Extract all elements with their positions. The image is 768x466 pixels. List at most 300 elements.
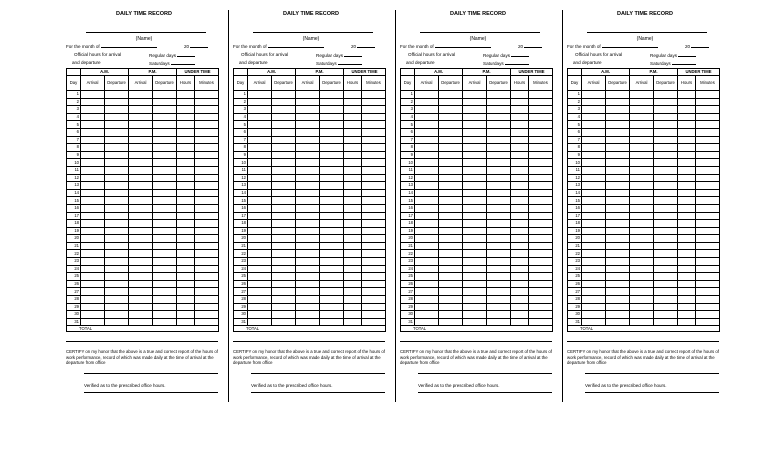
am-departure-cell[interactable] <box>272 121 296 129</box>
pm-arrival-cell[interactable] <box>630 174 654 182</box>
am-arrival-cell[interactable] <box>415 166 439 174</box>
undertime-minutes-cell[interactable] <box>696 121 720 129</box>
am-departure-cell[interactable] <box>105 235 129 243</box>
undertime-minutes-cell[interactable] <box>529 166 553 174</box>
undertime-minutes-cell[interactable] <box>362 121 386 129</box>
am-arrival-cell[interactable] <box>81 106 105 114</box>
am-departure-cell[interactable] <box>272 212 296 220</box>
am-departure-cell[interactable] <box>272 280 296 288</box>
month-field[interactable] <box>66 43 157 49</box>
pm-arrival-cell[interactable] <box>129 227 153 235</box>
undertime-hours-cell[interactable] <box>678 144 696 152</box>
pm-departure-cell[interactable] <box>320 166 344 174</box>
am-arrival-cell[interactable] <box>415 220 439 228</box>
undertime-hours-cell[interactable] <box>177 144 195 152</box>
am-departure-cell[interactable] <box>272 311 296 319</box>
undertime-hours-cell[interactable] <box>344 91 362 99</box>
undertime-hours-cell[interactable] <box>511 311 529 319</box>
am-departure-cell[interactable] <box>272 189 296 197</box>
pm-departure-cell[interactable] <box>654 136 678 144</box>
undertime-minutes-cell[interactable] <box>529 182 553 190</box>
undertime-hours-cell[interactable] <box>511 91 529 99</box>
undertime-minutes-cell[interactable] <box>529 159 553 167</box>
name-field-line[interactable] <box>86 32 206 33</box>
pm-arrival-cell[interactable] <box>129 182 153 190</box>
pm-arrival-cell[interactable] <box>630 144 654 152</box>
undertime-minutes-cell[interactable] <box>696 91 720 99</box>
am-arrival-cell[interactable] <box>415 227 439 235</box>
am-departure-cell[interactable] <box>272 174 296 182</box>
undertime-minutes-cell[interactable] <box>362 227 386 235</box>
am-arrival-cell[interactable] <box>81 204 105 212</box>
pm-arrival-cell[interactable] <box>296 242 320 250</box>
undertime-hours-cell[interactable] <box>344 106 362 114</box>
pm-departure-cell[interactable] <box>654 174 678 182</box>
employee-signature-line[interactable] <box>251 373 385 374</box>
pm-arrival-cell[interactable] <box>296 121 320 129</box>
am-departure-cell[interactable] <box>606 121 630 129</box>
undertime-minutes-cell[interactable] <box>195 280 219 288</box>
pm-departure-cell[interactable] <box>487 288 511 296</box>
pm-departure-cell[interactable] <box>654 182 678 190</box>
undertime-hours-cell[interactable] <box>177 220 195 228</box>
undertime-minutes-cell[interactable] <box>362 197 386 205</box>
undertime-hours-cell[interactable] <box>344 280 362 288</box>
am-arrival-cell[interactable] <box>248 250 272 258</box>
pm-arrival-cell[interactable] <box>296 258 320 266</box>
am-departure-cell[interactable] <box>105 136 129 144</box>
am-departure-cell[interactable] <box>606 166 630 174</box>
undertime-minutes-cell[interactable] <box>362 189 386 197</box>
undertime-minutes-cell[interactable] <box>696 296 720 304</box>
am-departure-cell[interactable] <box>105 189 129 197</box>
undertime-hours-cell[interactable] <box>678 189 696 197</box>
am-arrival-cell[interactable] <box>81 242 105 250</box>
pm-arrival-cell[interactable] <box>296 189 320 197</box>
undertime-hours-cell[interactable] <box>678 288 696 296</box>
am-arrival-cell[interactable] <box>582 288 606 296</box>
am-departure-cell[interactable] <box>439 113 463 121</box>
employee-signature-line[interactable] <box>585 373 719 374</box>
undertime-minutes-cell[interactable] <box>195 212 219 220</box>
pm-arrival-cell[interactable] <box>463 159 487 167</box>
pm-arrival-cell[interactable] <box>463 212 487 220</box>
undertime-minutes-cell[interactable] <box>696 189 720 197</box>
pm-departure-cell[interactable] <box>487 258 511 266</box>
am-arrival-cell[interactable] <box>248 212 272 220</box>
am-departure-cell[interactable] <box>439 189 463 197</box>
undertime-minutes-cell[interactable] <box>696 166 720 174</box>
undertime-minutes-cell[interactable] <box>195 113 219 121</box>
am-arrival-cell[interactable] <box>582 128 606 136</box>
am-departure-cell[interactable] <box>606 174 630 182</box>
pm-arrival-cell[interactable] <box>296 91 320 99</box>
undertime-minutes-cell[interactable] <box>362 182 386 190</box>
am-departure-cell[interactable] <box>606 204 630 212</box>
pm-departure-cell[interactable] <box>320 182 344 190</box>
pm-departure-cell[interactable] <box>487 220 511 228</box>
am-arrival-cell[interactable] <box>415 265 439 273</box>
pm-departure-cell[interactable] <box>487 151 511 159</box>
undertime-minutes-cell[interactable] <box>195 311 219 319</box>
am-departure-cell[interactable] <box>606 91 630 99</box>
undertime-minutes-cell[interactable] <box>696 242 720 250</box>
am-arrival-cell[interactable] <box>415 296 439 304</box>
am-arrival-cell[interactable] <box>415 250 439 258</box>
am-arrival-cell[interactable] <box>248 159 272 167</box>
undertime-hours-cell[interactable] <box>344 265 362 273</box>
undertime-hours-cell[interactable] <box>678 159 696 167</box>
am-arrival-cell[interactable] <box>81 159 105 167</box>
undertime-hours-cell[interactable] <box>678 174 696 182</box>
undertime-hours-cell[interactable] <box>678 204 696 212</box>
pm-departure-cell[interactable] <box>654 220 678 228</box>
pm-arrival-cell[interactable] <box>630 265 654 273</box>
pm-arrival-cell[interactable] <box>296 166 320 174</box>
undertime-hours-cell[interactable] <box>344 311 362 319</box>
undertime-hours-cell[interactable] <box>511 265 529 273</box>
pm-arrival-cell[interactable] <box>463 106 487 114</box>
month-field[interactable] <box>400 43 491 49</box>
am-departure-cell[interactable] <box>606 197 630 205</box>
pm-arrival-cell[interactable] <box>296 273 320 281</box>
am-departure-cell[interactable] <box>272 159 296 167</box>
pm-arrival-cell[interactable] <box>630 296 654 304</box>
pm-arrival-cell[interactable] <box>630 128 654 136</box>
supervisor-signature-line[interactable] <box>84 392 218 393</box>
undertime-hours-cell[interactable] <box>511 204 529 212</box>
undertime-minutes-cell[interactable] <box>362 250 386 258</box>
am-departure-cell[interactable] <box>606 128 630 136</box>
am-arrival-cell[interactable] <box>415 144 439 152</box>
pm-arrival-cell[interactable] <box>129 296 153 304</box>
undertime-hours-cell[interactable] <box>344 128 362 136</box>
am-departure-cell[interactable] <box>272 227 296 235</box>
pm-departure-cell[interactable] <box>320 250 344 258</box>
am-departure-cell[interactable] <box>272 235 296 243</box>
pm-arrival-cell[interactable] <box>463 128 487 136</box>
am-departure-cell[interactable] <box>105 98 129 106</box>
am-arrival-cell[interactable] <box>582 296 606 304</box>
am-arrival-cell[interactable] <box>415 303 439 311</box>
pm-arrival-cell[interactable] <box>296 318 320 326</box>
pm-departure-cell[interactable] <box>153 296 177 304</box>
undertime-hours-cell[interactable] <box>511 318 529 326</box>
am-departure-cell[interactable] <box>606 144 630 152</box>
am-arrival-cell[interactable] <box>248 204 272 212</box>
pm-departure-cell[interactable] <box>654 273 678 281</box>
undertime-minutes-cell[interactable] <box>529 235 553 243</box>
undertime-hours-cell[interactable] <box>678 242 696 250</box>
pm-arrival-cell[interactable] <box>463 113 487 121</box>
pm-arrival-cell[interactable] <box>630 288 654 296</box>
pm-departure-cell[interactable] <box>654 189 678 197</box>
am-arrival-cell[interactable] <box>582 273 606 281</box>
pm-departure-cell[interactable] <box>487 318 511 326</box>
am-departure-cell[interactable] <box>439 303 463 311</box>
pm-departure-cell[interactable] <box>153 280 177 288</box>
employee-signature-line[interactable] <box>418 373 552 374</box>
am-arrival-cell[interactable] <box>415 288 439 296</box>
am-departure-cell[interactable] <box>439 121 463 129</box>
undertime-hours-cell[interactable] <box>678 227 696 235</box>
undertime-hours-cell[interactable] <box>344 144 362 152</box>
am-departure-cell[interactable] <box>105 227 129 235</box>
pm-departure-cell[interactable] <box>654 296 678 304</box>
am-departure-cell[interactable] <box>439 265 463 273</box>
pm-departure-cell[interactable] <box>320 204 344 212</box>
pm-departure-cell[interactable] <box>153 250 177 258</box>
am-departure-cell[interactable] <box>105 265 129 273</box>
am-arrival-cell[interactable] <box>582 98 606 106</box>
pm-departure-cell[interactable] <box>320 227 344 235</box>
pm-departure-cell[interactable] <box>487 212 511 220</box>
am-arrival-cell[interactable] <box>582 197 606 205</box>
pm-departure-cell[interactable] <box>487 182 511 190</box>
am-departure-cell[interactable] <box>105 91 129 99</box>
am-arrival-cell[interactable] <box>582 144 606 152</box>
pm-arrival-cell[interactable] <box>630 235 654 243</box>
undertime-hours-cell[interactable] <box>678 106 696 114</box>
pm-arrival-cell[interactable] <box>129 128 153 136</box>
pm-arrival-cell[interactable] <box>463 265 487 273</box>
pm-arrival-cell[interactable] <box>630 250 654 258</box>
am-departure-cell[interactable] <box>105 166 129 174</box>
undertime-hours-cell[interactable] <box>511 128 529 136</box>
undertime-hours-cell[interactable] <box>177 204 195 212</box>
am-departure-cell[interactable] <box>439 197 463 205</box>
pm-arrival-cell[interactable] <box>129 159 153 167</box>
pm-arrival-cell[interactable] <box>129 98 153 106</box>
pm-departure-cell[interactable] <box>153 151 177 159</box>
undertime-minutes-cell[interactable] <box>362 151 386 159</box>
undertime-hours-cell[interactable] <box>344 151 362 159</box>
undertime-minutes-cell[interactable] <box>696 174 720 182</box>
am-arrival-cell[interactable] <box>248 136 272 144</box>
undertime-hours-cell[interactable] <box>344 174 362 182</box>
pm-arrival-cell[interactable] <box>630 106 654 114</box>
undertime-hours-cell[interactable] <box>511 235 529 243</box>
am-arrival-cell[interactable] <box>248 258 272 266</box>
pm-arrival-cell[interactable] <box>463 250 487 258</box>
am-departure-cell[interactable] <box>105 174 129 182</box>
am-departure-cell[interactable] <box>272 151 296 159</box>
pm-departure-cell[interactable] <box>487 280 511 288</box>
am-arrival-cell[interactable] <box>415 258 439 266</box>
pm-departure-cell[interactable] <box>320 91 344 99</box>
am-departure-cell[interactable] <box>105 106 129 114</box>
undertime-minutes-cell[interactable] <box>362 311 386 319</box>
pm-arrival-cell[interactable] <box>630 189 654 197</box>
am-arrival-cell[interactable] <box>582 204 606 212</box>
pm-arrival-cell[interactable] <box>129 220 153 228</box>
undertime-minutes-cell[interactable] <box>529 212 553 220</box>
am-departure-cell[interactable] <box>272 128 296 136</box>
pm-departure-cell[interactable] <box>487 121 511 129</box>
undertime-hours-cell[interactable] <box>177 303 195 311</box>
undertime-minutes-cell[interactable] <box>195 235 219 243</box>
am-departure-cell[interactable] <box>439 91 463 99</box>
undertime-minutes-cell[interactable] <box>529 227 553 235</box>
pm-arrival-cell[interactable] <box>463 136 487 144</box>
pm-arrival-cell[interactable] <box>129 113 153 121</box>
pm-arrival-cell[interactable] <box>463 227 487 235</box>
year-field[interactable] <box>184 43 208 49</box>
month-field[interactable] <box>567 43 658 49</box>
undertime-minutes-cell[interactable] <box>195 182 219 190</box>
pm-arrival-cell[interactable] <box>463 166 487 174</box>
pm-arrival-cell[interactable] <box>630 204 654 212</box>
pm-departure-cell[interactable] <box>487 311 511 319</box>
pm-arrival-cell[interactable] <box>463 91 487 99</box>
undertime-minutes-cell[interactable] <box>529 174 553 182</box>
am-arrival-cell[interactable] <box>248 296 272 304</box>
am-arrival-cell[interactable] <box>248 318 272 326</box>
undertime-minutes-cell[interactable] <box>195 220 219 228</box>
am-departure-cell[interactable] <box>105 250 129 258</box>
pm-departure-cell[interactable] <box>487 242 511 250</box>
pm-arrival-cell[interactable] <box>463 318 487 326</box>
pm-arrival-cell[interactable] <box>129 166 153 174</box>
pm-arrival-cell[interactable] <box>129 189 153 197</box>
am-arrival-cell[interactable] <box>248 144 272 152</box>
undertime-hours-cell[interactable] <box>511 189 529 197</box>
am-arrival-cell[interactable] <box>248 106 272 114</box>
pm-arrival-cell[interactable] <box>630 220 654 228</box>
pm-arrival-cell[interactable] <box>129 258 153 266</box>
pm-departure-cell[interactable] <box>654 311 678 319</box>
undertime-minutes-cell[interactable] <box>195 250 219 258</box>
am-arrival-cell[interactable] <box>582 182 606 190</box>
am-departure-cell[interactable] <box>272 318 296 326</box>
pm-departure-cell[interactable] <box>654 204 678 212</box>
undertime-minutes-cell[interactable] <box>529 250 553 258</box>
undertime-hours-cell[interactable] <box>678 311 696 319</box>
undertime-hours-cell[interactable] <box>344 166 362 174</box>
pm-departure-cell[interactable] <box>153 113 177 121</box>
pm-departure-cell[interactable] <box>320 288 344 296</box>
am-arrival-cell[interactable] <box>248 242 272 250</box>
am-departure-cell[interactable] <box>272 273 296 281</box>
pm-arrival-cell[interactable] <box>296 144 320 152</box>
am-arrival-cell[interactable] <box>582 121 606 129</box>
undertime-minutes-cell[interactable] <box>195 121 219 129</box>
pm-departure-cell[interactable] <box>654 197 678 205</box>
undertime-minutes-cell[interactable] <box>529 288 553 296</box>
am-arrival-cell[interactable] <box>248 288 272 296</box>
undertime-minutes-cell[interactable] <box>529 106 553 114</box>
undertime-minutes-cell[interactable] <box>529 204 553 212</box>
pm-departure-cell[interactable] <box>487 189 511 197</box>
am-arrival-cell[interactable] <box>81 265 105 273</box>
undertime-hours-cell[interactable] <box>177 151 195 159</box>
undertime-minutes-cell[interactable] <box>362 235 386 243</box>
undertime-hours-cell[interactable] <box>344 189 362 197</box>
undertime-minutes-cell[interactable] <box>362 204 386 212</box>
am-arrival-cell[interactable] <box>582 136 606 144</box>
pm-departure-cell[interactable] <box>654 303 678 311</box>
am-arrival-cell[interactable] <box>248 166 272 174</box>
am-arrival-cell[interactable] <box>81 128 105 136</box>
undertime-hours-cell[interactable] <box>177 265 195 273</box>
pm-arrival-cell[interactable] <box>630 98 654 106</box>
undertime-minutes-cell[interactable] <box>529 220 553 228</box>
am-departure-cell[interactable] <box>105 151 129 159</box>
pm-departure-cell[interactable] <box>320 220 344 228</box>
am-arrival-cell[interactable] <box>582 220 606 228</box>
name-field-line[interactable] <box>420 32 540 33</box>
am-arrival-cell[interactable] <box>415 235 439 243</box>
am-arrival-cell[interactable] <box>248 98 272 106</box>
pm-departure-cell[interactable] <box>487 273 511 281</box>
pm-departure-cell[interactable] <box>654 265 678 273</box>
am-departure-cell[interactable] <box>272 220 296 228</box>
undertime-minutes-cell[interactable] <box>696 197 720 205</box>
pm-departure-cell[interactable] <box>654 250 678 258</box>
am-departure-cell[interactable] <box>105 288 129 296</box>
pm-departure-cell[interactable] <box>153 303 177 311</box>
pm-departure-cell[interactable] <box>153 197 177 205</box>
pm-arrival-cell[interactable] <box>463 144 487 152</box>
pm-departure-cell[interactable] <box>320 197 344 205</box>
pm-departure-cell[interactable] <box>320 280 344 288</box>
am-departure-cell[interactable] <box>272 166 296 174</box>
am-departure-cell[interactable] <box>606 242 630 250</box>
am-arrival-cell[interactable] <box>248 128 272 136</box>
undertime-minutes-cell[interactable] <box>696 136 720 144</box>
pm-departure-cell[interactable] <box>654 113 678 121</box>
pm-arrival-cell[interactable] <box>630 136 654 144</box>
am-arrival-cell[interactable] <box>582 250 606 258</box>
pm-arrival-cell[interactable] <box>463 296 487 304</box>
undertime-hours-cell[interactable] <box>344 250 362 258</box>
pm-departure-cell[interactable] <box>487 197 511 205</box>
am-departure-cell[interactable] <box>606 296 630 304</box>
pm-departure-cell[interactable] <box>153 189 177 197</box>
am-departure-cell[interactable] <box>606 250 630 258</box>
saturdays-field[interactable] <box>483 60 529 66</box>
supervisor-signature-line[interactable] <box>418 392 552 393</box>
am-departure-cell[interactable] <box>439 235 463 243</box>
undertime-hours-cell[interactable] <box>344 182 362 190</box>
am-departure-cell[interactable] <box>272 303 296 311</box>
undertime-minutes-cell[interactable] <box>529 197 553 205</box>
undertime-minutes-cell[interactable] <box>529 128 553 136</box>
pm-arrival-cell[interactable] <box>296 280 320 288</box>
am-departure-cell[interactable] <box>606 136 630 144</box>
pm-arrival-cell[interactable] <box>463 121 487 129</box>
pm-departure-cell[interactable] <box>654 280 678 288</box>
undertime-hours-cell[interactable] <box>344 273 362 281</box>
undertime-hours-cell[interactable] <box>344 159 362 167</box>
pm-departure-cell[interactable] <box>153 91 177 99</box>
pm-departure-cell[interactable] <box>320 136 344 144</box>
undertime-hours-cell[interactable] <box>177 98 195 106</box>
am-departure-cell[interactable] <box>439 136 463 144</box>
am-arrival-cell[interactable] <box>81 98 105 106</box>
pm-departure-cell[interactable] <box>153 98 177 106</box>
undertime-minutes-cell[interactable] <box>529 280 553 288</box>
am-departure-cell[interactable] <box>105 159 129 167</box>
pm-departure-cell[interactable] <box>654 318 678 326</box>
undertime-minutes-cell[interactable] <box>529 242 553 250</box>
pm-arrival-cell[interactable] <box>463 273 487 281</box>
pm-arrival-cell[interactable] <box>296 159 320 167</box>
undertime-hours-cell[interactable] <box>511 174 529 182</box>
pm-departure-cell[interactable] <box>487 250 511 258</box>
undertime-hours-cell[interactable] <box>678 296 696 304</box>
am-arrival-cell[interactable] <box>582 303 606 311</box>
